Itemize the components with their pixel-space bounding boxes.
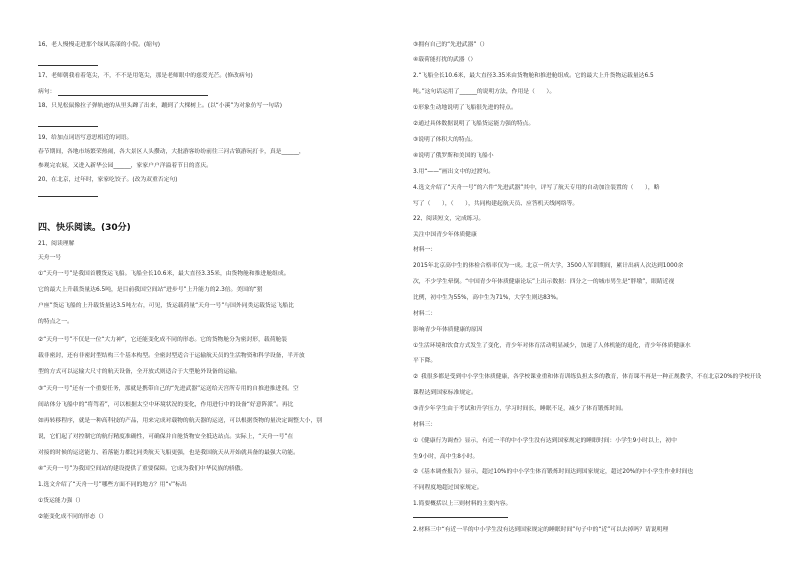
answer-blank bbox=[38, 126, 98, 127]
choice-1: ①形象生动地说明了飞船很先进的特点。 bbox=[413, 105, 517, 111]
correction-label: 病句： bbox=[38, 89, 56, 95]
passage-line: 课程达到国家标准规定。 bbox=[413, 390, 477, 396]
passage-title: 关注中国青少年体质健康 bbox=[413, 232, 477, 238]
material-label: 材料三： bbox=[413, 422, 437, 428]
passage-line: ③“天舟一号”还有一个重要任务，那就是携带自己的“先进武器”运送给天宫所专用的自推进推进剂。空 bbox=[38, 386, 299, 392]
option-4: ④载荷能打扰的武器（） bbox=[413, 57, 477, 63]
passage-line: 次，不少学生晕倒。“中国青少年体质健康论坛”上出示数据：四分之一的城市男生是“胖墩”，眼睛近视 bbox=[413, 279, 675, 285]
passage-line: 2015年北京高中生的体检合格率仅为一成。北京一所大学，3500人军训期间，累计出病人次达到1000余 bbox=[413, 263, 684, 269]
passage-line: 影响青少年体质健康的原因 bbox=[413, 327, 483, 333]
answer-blank bbox=[38, 65, 98, 66]
answer-blank bbox=[58, 95, 208, 96]
sub-question-1: 1.简要概括以上三则材料的主要内容。 bbox=[413, 501, 512, 507]
question-18: 18、只见松鼠像拉子弹轨迹的从里头蹿了出来，蹦到了大棵树上。(以“小溪”为对象仿写一句话) bbox=[38, 103, 282, 109]
passage-line: ①生活环境和饮食方式发生了变化，青少年对体育活动明显减少，加速了人体机能的退化，青少年体质健康水 bbox=[413, 343, 691, 349]
sub-question-4: 4.选文介绍了“天舟一号”的六件“先进武器”其中，评写了航天专用的自动加注装置的（ ），略 bbox=[413, 185, 660, 191]
section-title: 四、快乐阅读。(30分) bbox=[38, 223, 131, 233]
question-20: 20、在北京，过年时，家家吃饺子。(改为双重否定句) bbox=[38, 177, 178, 183]
option-3: ③拥有自己的“先进武器”（） bbox=[413, 42, 488, 48]
passage-line: ④“天舟一号”为我国空间站的建设提供了重要保障。它成为我们中华民族的骄傲。 bbox=[38, 466, 247, 472]
passage-line: ①《健康行为调查》显示，有近一半的中小学生没有达到国家规定的睡眠时间：小学生9小时以上，初中 bbox=[413, 438, 677, 444]
passage-line: 载非密封，还有非密封型结构三个基本构型。全密封型适合于运输航天员的生活物资和科学设备，半开放 bbox=[38, 353, 305, 359]
passage-line: 如再转移程序，就是一种高科技的产品，用来完成对载物的航天器的运送，可以根据货物的量决定调整大小，别 bbox=[38, 418, 323, 424]
passage-line: ①“天舟一号”是我国首艘货运飞船。飞船全长10.6米，最大直径3.35米，由货物舱和推进舱组成。 bbox=[38, 271, 290, 277]
passage-line: 说，它们起了对控制它的航行精度准确性，可确保并自舱货物安全抵达站点。实际上，“天舟一号”在 bbox=[38, 434, 294, 440]
question-19-line-2: 参观完农展，又进入新华公园______，家家户户洋溢着节日的喜庆。 bbox=[38, 163, 212, 169]
sub-question-2-line-2: 吨。”这句话运用了______的说明方法，作用是（ ）。 bbox=[413, 89, 556, 95]
answer-blank bbox=[38, 196, 98, 197]
question-19-line-1: 春节期间，各地市场繁荣热闹，各大景区人头攒动，大批游客纷纷前往三河古镇游玩打卡，真是______， bbox=[38, 149, 305, 155]
sub-question-4-line-2: 写了（ ），（ ），共同构建起航天员、应答机天线网络等。 bbox=[413, 201, 579, 207]
passage-line: 型的方式可以运输大尺寸的航天设备，全开放式则适合于大型舱外设备的运输。 bbox=[38, 369, 241, 375]
option-1: ①货运能力强（） bbox=[38, 498, 84, 504]
passage-line: 间站体分飞船中的“将驾着”，可以根据太空中环境状况的变化，作用进行中的设备“好意阵派”。再比 bbox=[38, 402, 294, 408]
material-label: 材料二： bbox=[413, 311, 437, 317]
passage-line: 的特点之一。 bbox=[38, 319, 73, 325]
sub-question-2: 2.“飞船全长10.6米，最大直径3.35米由货物舱和推进舱组成。它的最大上升货物运载量达6.5 bbox=[413, 73, 654, 79]
material-label: 材料一： bbox=[413, 247, 437, 253]
passage-title: 天舟一号 bbox=[38, 255, 62, 261]
passage-line: ③青少年学生由于考试和升学压力，学习时间长，睡眠不足，减少了体育锻炼时间。 bbox=[413, 406, 627, 412]
passage-line: 生9小时，高中生8小时。 bbox=[413, 454, 479, 460]
sub-question-2: 2.材料三中“有近一半的中小学生没有达到国家规定的睡眠时间”句子中的“近”可以去掉吗？请说明理 bbox=[413, 527, 669, 533]
passage-line: ② bbox=[413, 374, 419, 380]
passage-line: 户座”货运飞船的上升载货量达3.5吨左右，可见，货运载荷量“天舟一号”与国外同类运载货运飞船比 bbox=[38, 303, 294, 309]
choice-2: ②通过具体数据说明了飞船货运能力强的特点。 bbox=[413, 121, 535, 127]
question-16: 16、老人慢慢走进那个绿风荡漾的小院。(缩句) bbox=[38, 42, 161, 48]
passage-line: 比例，初中生为55%，高中生为71%，大学生则达83%。 bbox=[413, 295, 562, 301]
sub-question-3: 3.用“——”画出文中的过渡句。 bbox=[413, 169, 495, 175]
question-19: 19、给加点词语写意思相近的词语。 bbox=[38, 135, 133, 141]
passage-line: ②“天舟一号”不仅是一位“大力神”，它还能变化成不同的形态。它的货物舱分为密封形，载荷舱装 bbox=[38, 337, 288, 343]
choice-4: ④说明了俄罗斯和美国的飞船小 bbox=[413, 153, 494, 159]
passage-line: 不同程度地超过国家规定。 bbox=[413, 485, 483, 491]
passage-line: 对接的时候的运送能力、着落能力都比同类航天飞船更强，也是我国航天从开始就具备的最强大功能。 bbox=[38, 450, 299, 456]
passage-line: ②《基本调查报告》显示，超过10%的中小学生体育锻炼时间达到国家规定，超过20%的中小学生作业时间也 bbox=[413, 469, 694, 475]
sub-question-1: 1.选文介绍了“天舟一号”哪些方面不同的地方？用“√”标出 bbox=[38, 482, 187, 488]
passage-line: 它的最大上升载货量达6.5吨，是目前我国空间站“进步号”上升能力的2.3倍。美国的“猎 bbox=[38, 287, 263, 293]
answer-blank bbox=[413, 517, 508, 518]
question-17: 17、老师朝我看着笔尖，不，不不是用笔尖，那是老师眼中的慈爱光芒。(修改病句) bbox=[38, 73, 253, 79]
choice-3: ③说明了体积大的特点。 bbox=[413, 137, 477, 143]
question-22: 22、阅读短文，完成练习。 bbox=[413, 216, 485, 222]
passage-line: 平下降。 bbox=[413, 358, 437, 364]
question-21: 21、阅读理解 bbox=[38, 241, 75, 247]
passage-line: 我很多都是受到中小学生体质健康，各学校课业重和体育训练负担太多的教育，体育课不再是一种正规教学，不在北京20%的学校开设 bbox=[421, 374, 762, 380]
option-2: ②能变化成不同的形态（） bbox=[38, 514, 107, 520]
